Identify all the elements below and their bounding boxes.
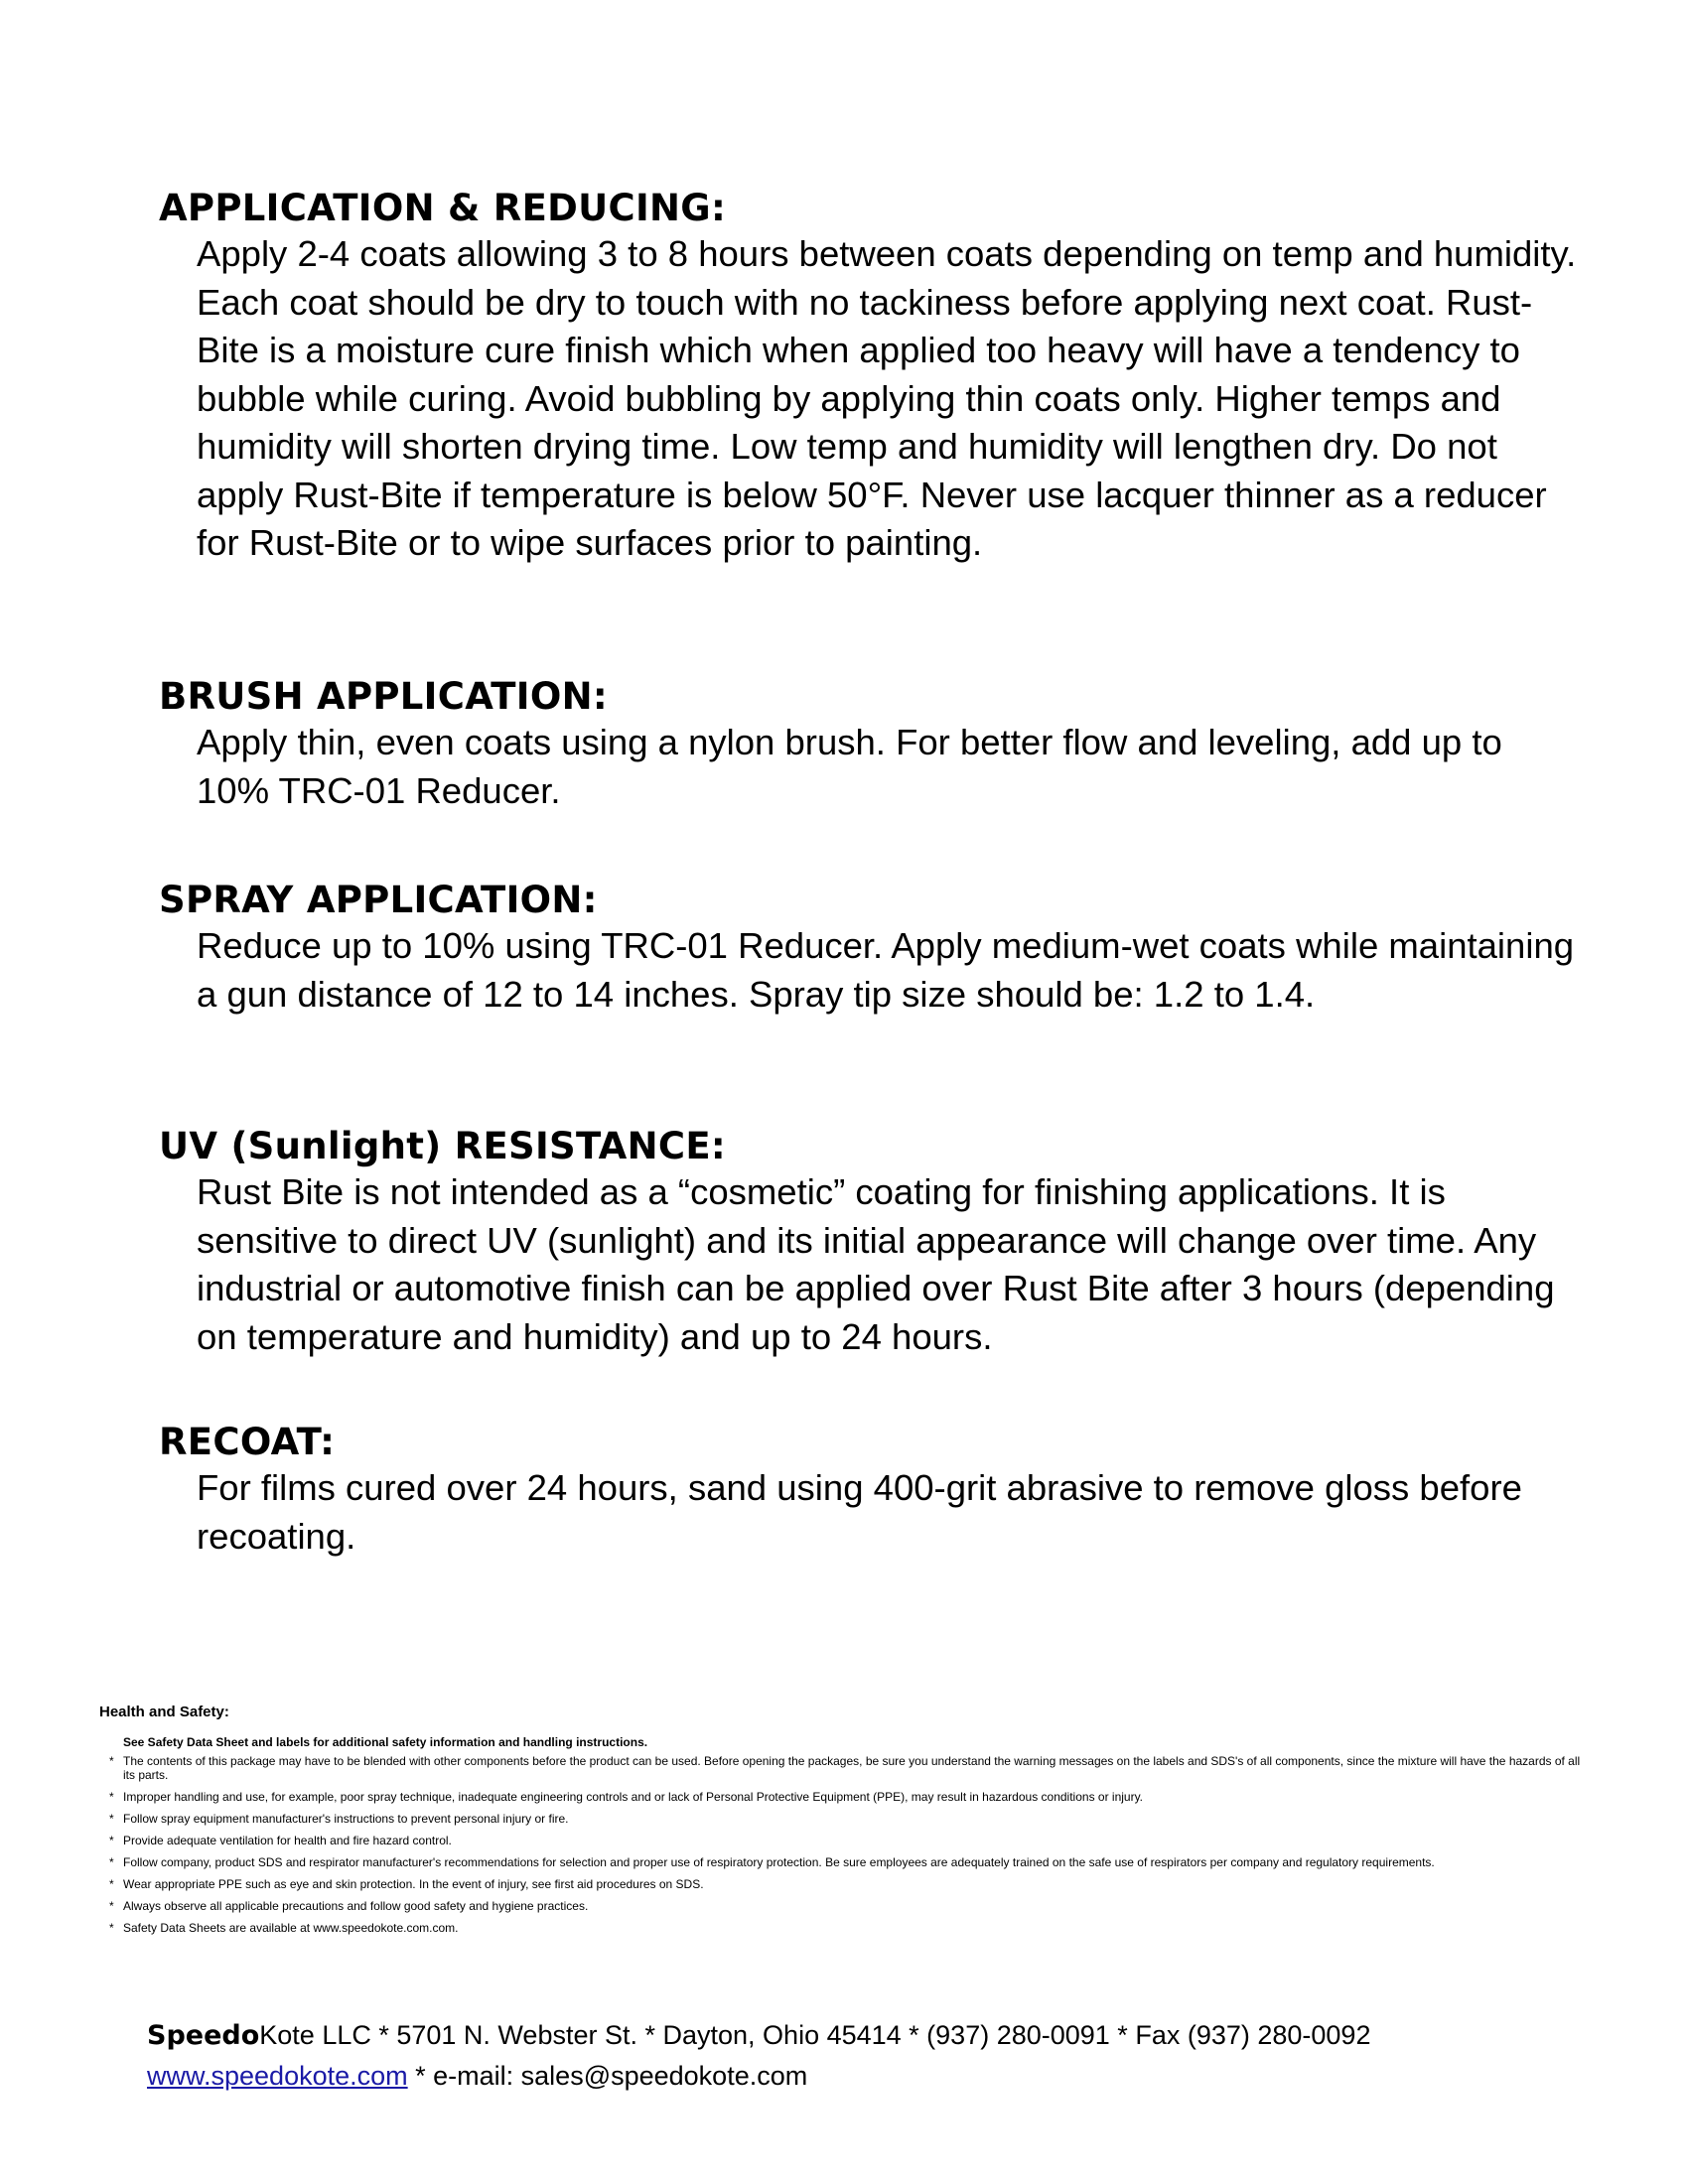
section-body: For films cured over 24 hours, sand using 400-grit abrasive to remove gloss before recoating.: [197, 1467, 1522, 1557]
brand-name-bold: Speedo: [147, 2020, 260, 2051]
section-body: Apply thin, even coats using a nylon brush. For better flow and leveling, add up to 10% TRC-01 Reducer.: [197, 722, 1502, 811]
section-recoat: [159, 1421, 1589, 1561]
health-safety-list: [99, 1754, 1589, 1935]
section-heading: APPLICATION & REDUCING:: [159, 187, 727, 229]
list-item: * Safety Data Sheets are available at www.speedokote.com.com.: [109, 1921, 459, 1935]
footer-email: * e-mail: sales@speedokote.com: [407, 2061, 808, 2091]
section-application-reducing: [159, 187, 1589, 568]
list-item: * Improper handling and use, for example, poor spray technique, inadequate engineering controls and or lack of Personal Protective Equipment (PPE), may result in hazardous conditions or injury.: [109, 1790, 1144, 1804]
company-footer: [147, 2015, 1587, 2096]
brand-name-rest: Kote LLC: [259, 2020, 371, 2050]
section-heading: SPRAY APPLICATION:: [159, 879, 598, 921]
list-item: * Wear appropriate PPE such as eye and skin protection. In the event of injury, see first aid procedures on SDS.: [109, 1877, 704, 1891]
footer-contact-line: [147, 2056, 1587, 2096]
section-body: Rust Bite is not intended as a “cosmetic” coating for finishing applications. It is sensitive to direct UV (sunlight) and its initial appearance will change over time. Any industrial or automotive finish can be applied over Rust Bite after 3 hours (depending on temperature and humidity) and up to 24 hours.: [197, 1171, 1555, 1357]
list-item: * Always observe all applicable precautions and follow good safety and hygiene practices.: [109, 1899, 589, 1913]
section-body: Reduce up to 10% using TRC-01 Reducer. Apply medium-wet coats while maintaining a gun distance of 12 to 14 inches. Spray tip size should be: 1.2 to 1.4.: [197, 925, 1575, 1015]
health-safety-block: [99, 1704, 1589, 1943]
list-item: * Follow company, product SDS and respirator manufacturer's recommendations for selection and proper use of respiratory protection. Be sure employees are adequately trained on the safe use of respirators per company and regulatory requirements.: [109, 1855, 1435, 1869]
health-safety-title: Health and Safety:: [99, 1704, 229, 1720]
section-heading: RECOAT:: [159, 1421, 336, 1463]
list-item: * Follow spray equipment manufacturer's instructions to prevent personal injury or fire.: [109, 1812, 569, 1826]
section-heading: BRUSH APPLICATION:: [159, 675, 608, 718]
section-spray-application: [159, 879, 1589, 1019]
list-item: * Provide adequate ventilation for health and fire hazard control.: [109, 1834, 452, 1847]
footer-address: * 5701 N. Webster St. * Dayton, Ohio 45414 * (937) 280-0091 * Fax (937) 280-0092: [370, 2020, 1371, 2050]
list-item: * The contents of this package may have to be blended with other components before the product can be used. Before opening the packages, be sure you understand the warning messages on the labels and SDS's of all components, since the mixture will have the hazards of all its parts.: [109, 1754, 1581, 1782]
section-body: Apply 2-4 coats allowing 3 to 8 hours between coats depending on temp and humidity. Each coat should be dry to touch with no tackiness before applying next coat. Rust-Bite is a moisture cure finish which when applied too heavy will have a tendency to bubble while curing. Avoid bubbling by applying thin coats only. Higher temps and humidity will shorten drying time. Low temp and humidity will lengthen dry. Do not apply Rust-Bite if temperature is below 50°F. Never use lacquer thinner as a reducer for Rust-Bite or to wipe surfaces prior to painting.: [197, 233, 1577, 563]
section-uv-resistance: [159, 1125, 1589, 1361]
health-safety-note: See Safety Data Sheet and labels for additional safety information and handling instructions.: [123, 1735, 648, 1749]
footer-address-line: [147, 2015, 1587, 2056]
section-heading: UV (Sunlight) RESISTANCE:: [159, 1125, 726, 1167]
website-link[interactable]: www.speedokote.com: [147, 2061, 408, 2091]
section-brush-application: [159, 675, 1589, 815]
